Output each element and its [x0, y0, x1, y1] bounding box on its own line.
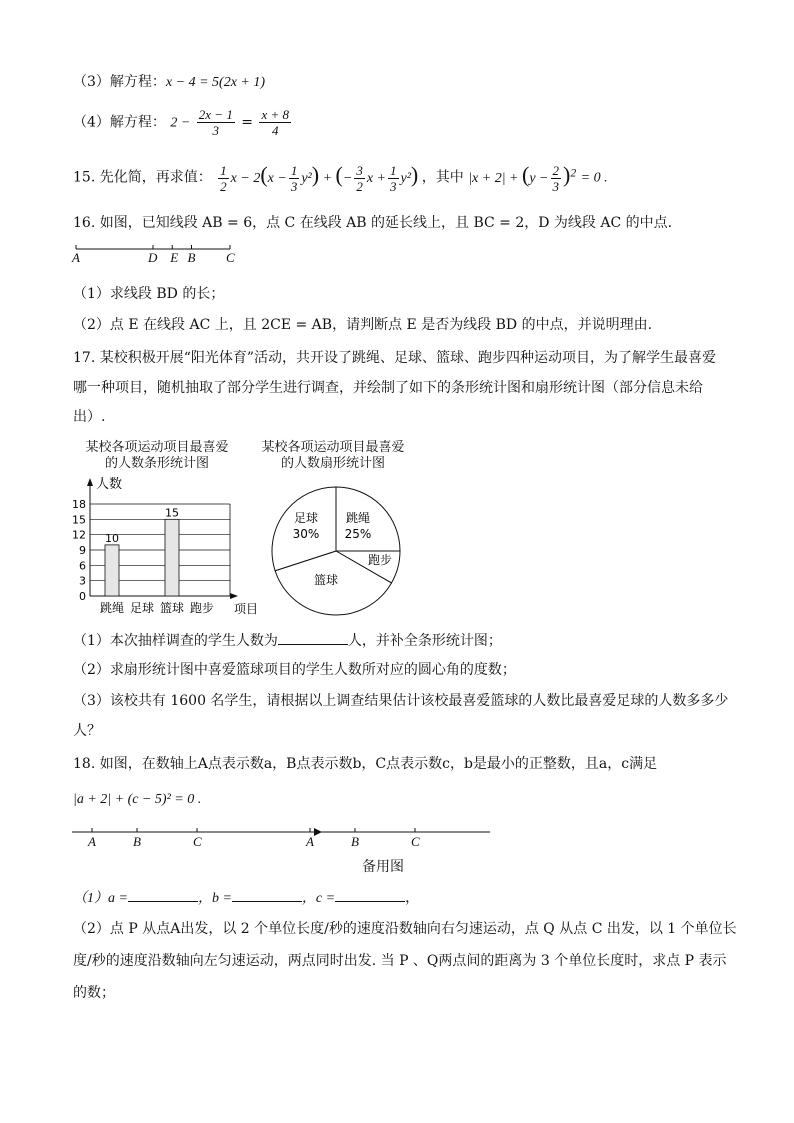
bar-category-label: 跳绳	[99, 601, 125, 615]
q16-point-D: D	[148, 250, 158, 265]
q16-point-B: B	[187, 250, 196, 265]
q15-intro: 15. 先化简，再求值：	[73, 169, 212, 186]
q18-stem-line1: 18. 如图，在数轴上A点表示数a，B点表示数b，C点表示数c，b是最小的正整数，且a，c满足	[73, 756, 658, 772]
q14-part4	[73, 107, 293, 138]
pie-slice-percent: 25%	[344, 527, 372, 541]
q16-part2: （2）点 E 在线段 AC 上，且 2CE = AB，请判断点 E 是否为线段 BD 的中点，并说明理由.	[73, 317, 653, 333]
q16-point-C: C	[226, 250, 235, 265]
q18-blank-c[interactable]	[335, 887, 405, 902]
q16-part1: （1）求线段 BD 的长；	[73, 286, 225, 302]
q18-blank-b[interactable]	[232, 887, 302, 902]
q17-part3-line1: （3）该校共有 1600 名学生，请根据以上调查结果估计该校最喜爱篮球的人数比最喜爱足球的人数多多少	[73, 693, 729, 709]
q14-p4-equals: =	[241, 114, 254, 131]
q18-axis2-caption: 备用图	[362, 859, 404, 875]
q17-stem-line1: 17. 某校积极开展“阳光体育”活动，共开设了跳绳、足球、篮球、跑步四种运动项目，为了解学生最喜爱	[73, 350, 717, 366]
bar-chart-title: 某校各项运动项目最喜爱 的人数条形统计图	[85, 440, 229, 471]
bar-ytick-label: 12	[72, 528, 86, 542]
bar-category-label: 篮球	[159, 601, 185, 615]
q17-answer-blank[interactable]	[278, 630, 348, 645]
axis1-point-B: B	[133, 834, 141, 849]
q15-line	[73, 163, 608, 194]
bar-ytick-label: 18	[72, 498, 86, 511]
bar-ytick-label: 9	[79, 544, 86, 557]
axis2-point-C: C	[411, 834, 420, 849]
q16-stem: 16. 如图，已知线段 AB = 6，点 C 在线段 AB 的延长线上，且 BC = 2，D 为线段 AC 的中点.	[73, 215, 673, 231]
q17-stem-line2: 哪一种项目，随机抽取了部分学生进行调查，并绘制了如下的条形统计图和扇形统计图（部分信息未给	[73, 380, 703, 396]
q17-stem-line3: 出）.	[73, 409, 106, 425]
q15-condition: |x + 2| + (y − $\frac{2}{3}$ )$^2$	[468, 161, 577, 194]
bar-category-label: 足球	[129, 601, 155, 615]
pie-slice-label: 篮球	[313, 573, 339, 587]
axis1-point-C: C	[193, 834, 202, 849]
q14-part3	[73, 72, 265, 93]
bar-篮球	[165, 519, 179, 596]
q14-p3-equation: x − 4 = 5(2x + 1)	[165, 75, 266, 90]
bar-data-label: 10	[105, 531, 119, 545]
q17-part1: （1）本次抽样调查的学生人数为 人，并补全条形统计图；	[73, 630, 502, 651]
bar-x-label: 项目	[234, 602, 259, 616]
bar-ytick-label: 6	[79, 559, 86, 573]
q14-p4-label: （4）解方程：	[73, 114, 166, 131]
bar-y-label: 人数	[96, 477, 123, 492]
pie-slice-label: 足球	[293, 511, 319, 525]
bar-chart	[60, 474, 270, 620]
bar-ytick-label: 15	[72, 513, 86, 527]
q18-blank-a[interactable]	[128, 887, 198, 902]
axis2-point-A: A	[306, 834, 314, 849]
axis2-point-B: B	[351, 834, 359, 849]
q18-part2-line3: 的数；	[73, 985, 115, 1001]
q16-point-A: A	[72, 250, 80, 265]
q14-p3-label: （3）解方程：	[73, 74, 166, 90]
bar-y-arrow	[87, 478, 93, 486]
q14-p4-const: 2 −	[170, 115, 191, 131]
q14-p4-fraction-left: $\frac{2x - 1}{3}$	[198, 107, 233, 138]
bar-category-label: 跑步	[189, 601, 215, 615]
q15-where: ，其中	[421, 169, 464, 186]
bar-跳绳	[105, 545, 119, 596]
bar-ytick-label: 3	[79, 574, 86, 588]
bar-x-arrow	[230, 593, 238, 599]
q15-expression: $\frac{1}{2}$ x − 2(x − $\frac{1}{3}$ y²) + (− $\frac{3}{2}$ x + $\frac{1}{3}$ y²)	[220, 161, 419, 194]
q17-part3-line2: 人？	[73, 723, 101, 739]
q17-part2: （2）求扇形统计图中喜爱篮球项目的学生人数所对应的圆心角的度数；	[73, 662, 516, 678]
q18-part2-line1: （2）点 P 从点A出发，以 2 个单位长度/秒的速度沿数轴向右匀速运动，点 Q 从点 C 出发，以 1 个单位长	[73, 921, 737, 937]
pie-slice-label: 跳绳	[345, 511, 371, 525]
q15-end: = 0 .	[580, 170, 608, 186]
q18-part2-line2: 度/秒的速度沿数轴向左匀速运动，两点同时出发. 当 P 、Q两点间的距离为 3 个单位长度时，求点 P 表示	[73, 953, 727, 969]
pie-slice-label: 跑步	[367, 553, 393, 567]
pie-chart-title: 某校各项运动项目最喜爱 的人数扇形统计图	[261, 440, 405, 471]
axis1-point-A: A	[88, 834, 96, 849]
pie-slice-percent: 30%	[292, 527, 320, 541]
bar-data-label: 15	[165, 506, 179, 520]
pie-chart	[262, 484, 410, 618]
q18-stem-line2: |a + 2| + (c − 5)² = 0 .	[73, 792, 202, 807]
q18-part1: （1）a = ，b = ，c = ，	[73, 887, 419, 909]
bar-ytick-label: 0	[79, 590, 86, 603]
q16-point-E: E	[170, 250, 179, 265]
q14-p4-fraction-right: $\frac{x + 8}{4}$	[261, 107, 290, 138]
